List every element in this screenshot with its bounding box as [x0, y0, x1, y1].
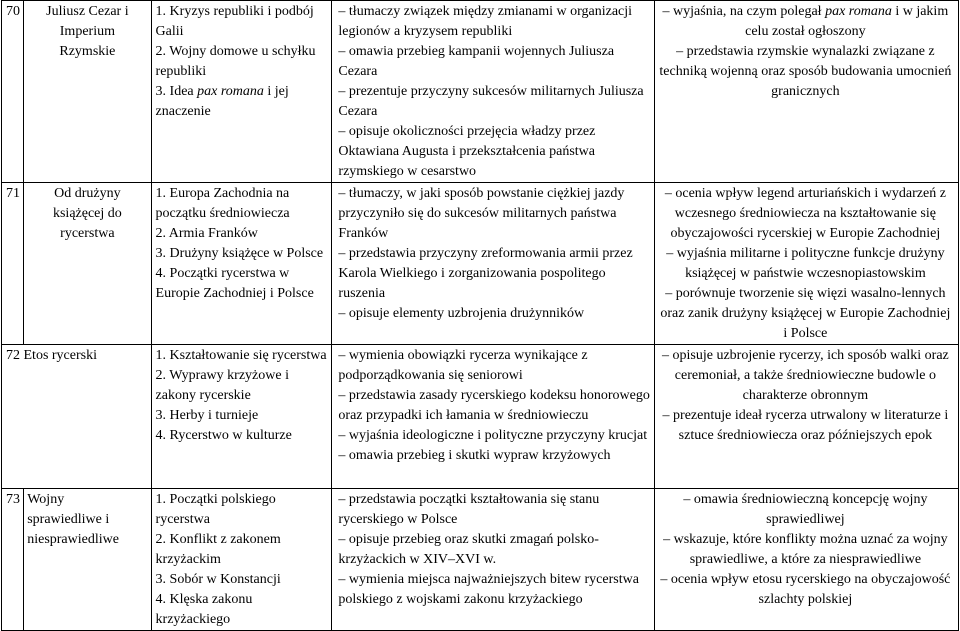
lesson-number-topic — [2, 345, 152, 489]
subtopic-line: Europie Zachodniej i Polsce — [155, 286, 314, 301]
subtopic-line: 3. Drużyny książęce w Polsce — [155, 246, 324, 261]
requirement-text: tłumaczy związek między zmianami w organizacji legionów a kryzysem republiki — [338, 4, 633, 39]
dash: – — [338, 348, 349, 363]
requirement-item — [338, 386, 651, 426]
requirement-item — [338, 304, 651, 324]
dash: – — [338, 44, 349, 59]
requirement-item — [338, 490, 651, 530]
requirement-item — [659, 42, 952, 102]
requirement-text: przedstawia rzymskie wynalazki związane z techniką wojenną oraz sposób budowania umocnień granicznych — [659, 44, 952, 99]
topic-line: Wojny — [27, 492, 65, 507]
extended-requirements-cell — [654, 489, 958, 631]
subtopic-line: początku średniowiecza — [155, 206, 290, 221]
topic-line: książęcej do — [52, 206, 122, 221]
dash: – — [662, 4, 674, 19]
subtopic-line: 2. Wojny domowe u schyłku — [155, 44, 316, 59]
requirement-text: omawia średniowieczną koncepcję wojny sprawiedliwej — [693, 492, 928, 527]
dash: – — [338, 306, 349, 321]
topic-line: Rzymskie — [59, 44, 116, 59]
lesson-number: 70 — [2, 1, 24, 183]
lesson-topic — [24, 1, 151, 183]
requirement-text: ocenia wpływ etosu rycerskiego na obyczajowość szlachty polskiej — [670, 572, 951, 607]
dash: – — [338, 572, 349, 587]
subtopic-line: rycerstwa — [155, 512, 210, 527]
requirement-item — [659, 244, 952, 284]
basic-requirements-cell — [332, 183, 654, 345]
requirement-item — [659, 346, 952, 406]
requirement-text: tłumaczy, w jaki sposób powstanie ciężkiej jazdy przyczyniło się do sukcesów militarnych państwa Franków — [338, 186, 625, 241]
dash: – — [665, 286, 676, 301]
subtopic-line: krzyżackim — [155, 552, 221, 567]
requirement-item — [338, 530, 651, 570]
lesson-topic — [24, 183, 151, 345]
requirement-item — [338, 570, 651, 610]
topic-line: sprawiedliwe i — [27, 512, 110, 527]
requirement-text: wyjaśnia ideologiczne i polityczne przyczyny krucjat — [348, 428, 648, 443]
subtopic-line: Galii — [155, 24, 184, 39]
requirement-text: prezentuje ideał rycerza utrwalony w literaturze i sztuce średniowiecza oraz późniejszych epok — [673, 408, 949, 443]
subtopic-line: 4. Rycerstwo w kulturze — [155, 428, 292, 443]
lesson-number: 72 — [6, 348, 20, 363]
table-row — [2, 345, 959, 489]
dash: – — [666, 246, 677, 261]
lesson-number: 71 — [2, 183, 24, 345]
requirement-item — [659, 2, 952, 42]
dash: – — [338, 186, 349, 201]
dash: – — [662, 348, 673, 363]
lesson-topic — [24, 489, 151, 631]
requirement-item — [338, 82, 651, 122]
dash: – — [338, 4, 349, 19]
extended-requirements-cell — [654, 183, 958, 345]
subtopics-cell — [151, 183, 332, 345]
requirement-text: opisuje uzbrojenie rycerzy, ich sposób walki oraz ceremoniał, a także średniowieczne budowle o charakterze obronnym — [672, 348, 949, 403]
requirement-text: wskazuje, które konflikty można uznać za wojny sprawiedliwe, a które za niesprawiedliwe — [673, 532, 948, 567]
requirement-text: opisuje okoliczności przejęcia władzy przez Oktawiana Augusta i przekształcenia państwa rzymskiego w cesarstwo — [338, 124, 596, 179]
dash: – — [660, 572, 671, 587]
requirement-item — [659, 406, 952, 446]
subtopics-cell — [151, 345, 332, 489]
dash: – — [676, 44, 687, 59]
subtopic-line — [156, 82, 330, 102]
subtopic-line: zakony rycerskie — [155, 388, 251, 403]
requirement-item — [659, 184, 952, 244]
dash: – — [338, 246, 349, 261]
requirement-text: opisuje przebieg oraz skutki zmagań polsko-krzyżackich w XIV–XVI w. — [338, 532, 599, 567]
requirement-text: przedstawia początki kształtowania się stanu rycerskiego w Polsce — [338, 492, 600, 527]
subtopics-cell — [151, 1, 332, 183]
requirement-text: przedstawia zasady rycerskiego kodeksu honorowego oraz przypadki ich łamania w średniowieczu — [338, 388, 650, 423]
dash: – — [683, 492, 694, 507]
requirement-item — [338, 446, 651, 466]
requirement-text: wyjaśnia militarne i polityczne funkcje drużyny książęcej w państwie wczesnopiastowskim — [676, 246, 945, 281]
requirement-text: ocenia wpływ legend arturiańskich i wydarzeń z wczesnego średniowiecza na kształtowanie się obyczajowości rycerskiej w Europie Zachodniej — [670, 186, 946, 241]
requirement-text: porównuje tworzenie się więzi wasalno-lennych oraz zanik drużyny książęcej w Europie Zachodniej i Polsce — [660, 286, 951, 341]
requirement-text: omawia przebieg kampanii wojennych Juliusza Cezara — [338, 44, 615, 79]
requirement-italic: pax romana — [825, 4, 892, 19]
requirement-item — [338, 2, 651, 42]
requirement-item — [338, 184, 651, 244]
dash: – — [338, 428, 349, 443]
requirement-item — [338, 244, 651, 304]
requirement-text: przedstawia przyczyny zreformowania armii przez Karola Wielkiego i zorganizowania pospolitego ruszenia — [338, 246, 633, 301]
dash: – — [338, 532, 349, 547]
requirement-text: prezentuje przyczyny sukcesów militarnych Juliusza Cezara — [338, 84, 644, 119]
subtopic-line: 1. Europa Zachodnia na — [155, 186, 290, 201]
requirement-text: omawia przebieg i skutki wypraw krzyżowych — [348, 448, 611, 463]
subtopic-line: republiki — [155, 64, 207, 79]
subtopic-line: krzyżackiego — [155, 612, 231, 627]
subtopic-line: 3. Herby i turnieje — [155, 408, 259, 423]
subtopic-text: 3. Idea — [155, 84, 194, 99]
dash: – — [338, 388, 349, 403]
subtopic-line: 4. Klęska zakonu — [155, 592, 253, 607]
subtopic-line: 1. Kształtowanie się rycerstwa — [155, 348, 327, 363]
subtopic-line: 2. Wyprawy krzyżowe i — [155, 368, 289, 383]
subtopic-line: 4. Początki rycerstwa w — [155, 266, 290, 281]
requirement-text: wymienia obowiązki rycerza wynikające z podporządkowania się seniorowi — [338, 348, 588, 383]
basic-requirements-cell — [332, 345, 654, 489]
requirement-text: i w jakim celu został ogłoszony — [745, 4, 949, 39]
extended-requirements-cell — [654, 345, 958, 489]
subtopic-line: 3. Sobór w Konstancji — [155, 572, 281, 587]
basic-requirements-cell — [332, 489, 654, 631]
subtopics-cell — [151, 489, 332, 631]
requirement-item — [338, 426, 651, 446]
lesson-number: 73 — [2, 489, 24, 631]
dash: – — [664, 186, 676, 201]
requirement-item — [659, 490, 952, 530]
requirement-item — [338, 122, 651, 182]
topic-line: Juliusz Cezar i — [46, 4, 129, 19]
subtopic-text: i jej — [267, 84, 289, 99]
subtopic-line: 2. Konflikt z zakonem — [155, 532, 281, 547]
requirement-item — [659, 530, 952, 570]
dash: – — [663, 532, 674, 547]
requirement-text: wymienia miejsca najważniejszych bitew rycerstwa polskiego z wojskami zakonu krzyżackiego — [338, 572, 639, 607]
requirement-item — [338, 346, 651, 386]
table-row — [2, 183, 959, 345]
topic-line: Imperium — [59, 24, 115, 39]
subtopic-line: 1. Początki polskiego — [155, 492, 276, 507]
dash: – — [338, 492, 349, 507]
subtopic-line: znaczenie — [155, 104, 211, 119]
subtopic-italic: pax romana — [197, 84, 264, 99]
topic-line: niesprawiedliwe — [27, 532, 119, 547]
subtopic-line: 2. Armia Franków — [155, 226, 258, 241]
requirement-text: wyjaśnia, na czym polegał — [673, 4, 822, 19]
extended-requirements-cell — [654, 1, 958, 183]
table-row — [2, 1, 959, 183]
requirement-text: opisuje elementy uzbrojenia drużynników — [348, 306, 585, 321]
dash: – — [662, 408, 674, 423]
requirement-item — [659, 570, 952, 610]
topic-line: Od drużyny — [54, 186, 121, 201]
table-row — [2, 489, 959, 631]
dash: – — [338, 84, 349, 99]
subtopic-line: 1. Kryzys republiki i podbój — [155, 4, 314, 19]
requirement-item — [338, 42, 651, 82]
lesson-topic: Etos rycerski — [23, 348, 97, 363]
curriculum-table — [1, 0, 959, 631]
dash: – — [338, 448, 349, 463]
topic-line: rycerstwa — [60, 226, 115, 241]
basic-requirements-cell — [332, 1, 654, 183]
requirement-item — [659, 284, 952, 344]
dash: – — [338, 124, 349, 139]
